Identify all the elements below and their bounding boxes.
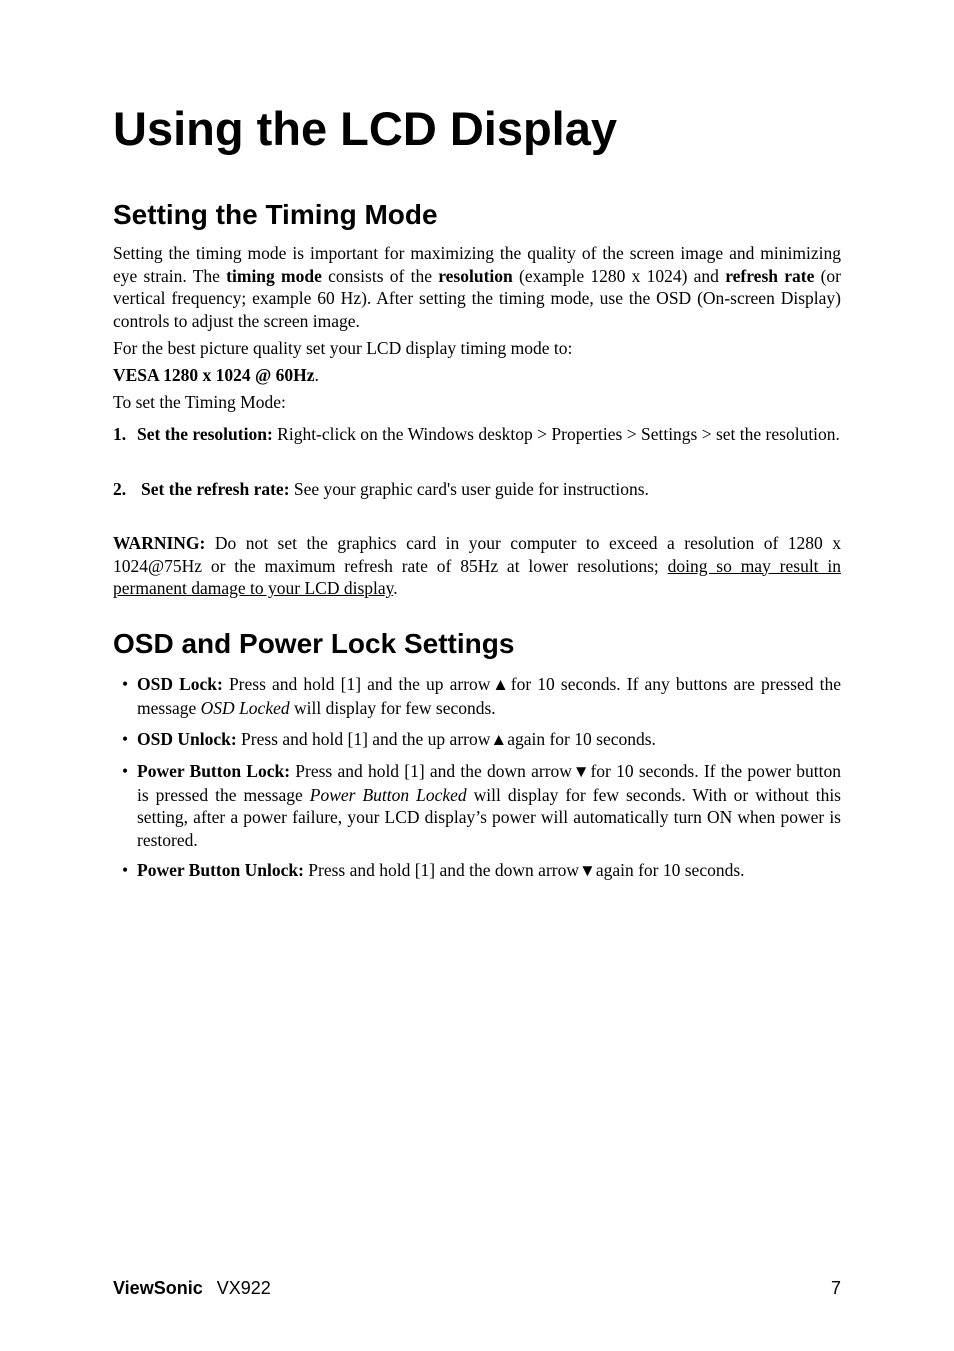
list-item-power-button-lock <box>113 760 841 851</box>
down-arrow-icon: ▼ <box>578 861 596 880</box>
best-quality-text: For the best picture quality set your LCD display timing mode to: <box>113 338 573 358</box>
section-heading-osd-power-lock: OSD and Power Lock Settings <box>113 628 515 659</box>
list-item-step-2 <box>113 478 841 501</box>
list-item-power-button-unlock <box>113 859 841 883</box>
step-number: 1. <box>113 424 127 444</box>
item-text: OSD Lock: Press and hold [1] and the up arrow▲for 10 seconds. If any buttons are pressed the message OSD Locked will display for few seconds. <box>137 674 842 718</box>
page-title: Using the LCD Display <box>113 102 618 155</box>
vesa-mode-text: VESA 1280 x 1024 @ 60Hz. <box>113 365 319 385</box>
bullet: • <box>122 761 129 781</box>
down-arrow-icon: ▼ <box>571 762 591 781</box>
step-number: 2. <box>113 479 127 499</box>
page-number: 7 <box>830 1278 841 1298</box>
warning-paragraph: WARNING: Do not set the graphics card in your computer to exceed a resolution of 1280 x 1024@75Hz or the maximum refresh rate of 85Hz at lower resolutions; doing so may result in permanent damage to your LCD display. <box>113 533 841 598</box>
bullet: • <box>122 674 129 694</box>
list-item-osd-lock <box>113 673 841 719</box>
footer-brand: ViewSonic <box>113 1278 203 1298</box>
item-text: OSD Unlock: Press and hold [1] and the up arrow▲again for 10 seconds. <box>137 729 656 749</box>
section-heading-timing-mode: Setting the Timing Mode <box>113 199 438 230</box>
step-text: Set the resolution: Right-click on the Windows desktop > Properties > Settings > set the resolution. <box>137 424 840 444</box>
item-text: Power Button Lock: Press and hold [1] and the down arrow▼for 10 seconds. If the power button is pressed the message Power Button Locked will display for few seconds. With or without this setting, after a power failure, your LCD display’s power will automatically turn ON when power is restored. <box>137 761 842 850</box>
timing-intro-paragraph: Setting the timing mode is important for maximizing the quality of the screen image and minimizing eye strain. The timing mode consists of the resolution (example 1280 x 1024) and refresh rate (or vertical frequency; example 60 Hz). After setting the timing mode, use the OSD (On-screen Display) controls to adjust the screen image. <box>113 243 842 331</box>
footer-model: VX922 <box>216 1278 271 1298</box>
up-arrow-icon: ▲ <box>490 675 511 694</box>
list-item-step-1 <box>113 423 841 446</box>
step-text: Set the refresh rate: See your graphic card's user guide for instructions. <box>141 479 649 499</box>
page-footer <box>113 1276 841 1300</box>
bullet: • <box>122 860 129 880</box>
bullet: • <box>122 729 129 749</box>
item-text: Power Button Unlock: Press and hold [1] and the down arrow▼again for 10 seconds. <box>137 860 745 880</box>
up-arrow-icon: ▲ <box>490 730 508 749</box>
list-item-osd-unlock <box>113 728 841 752</box>
to-set-text: To set the Timing Mode: <box>113 392 286 412</box>
